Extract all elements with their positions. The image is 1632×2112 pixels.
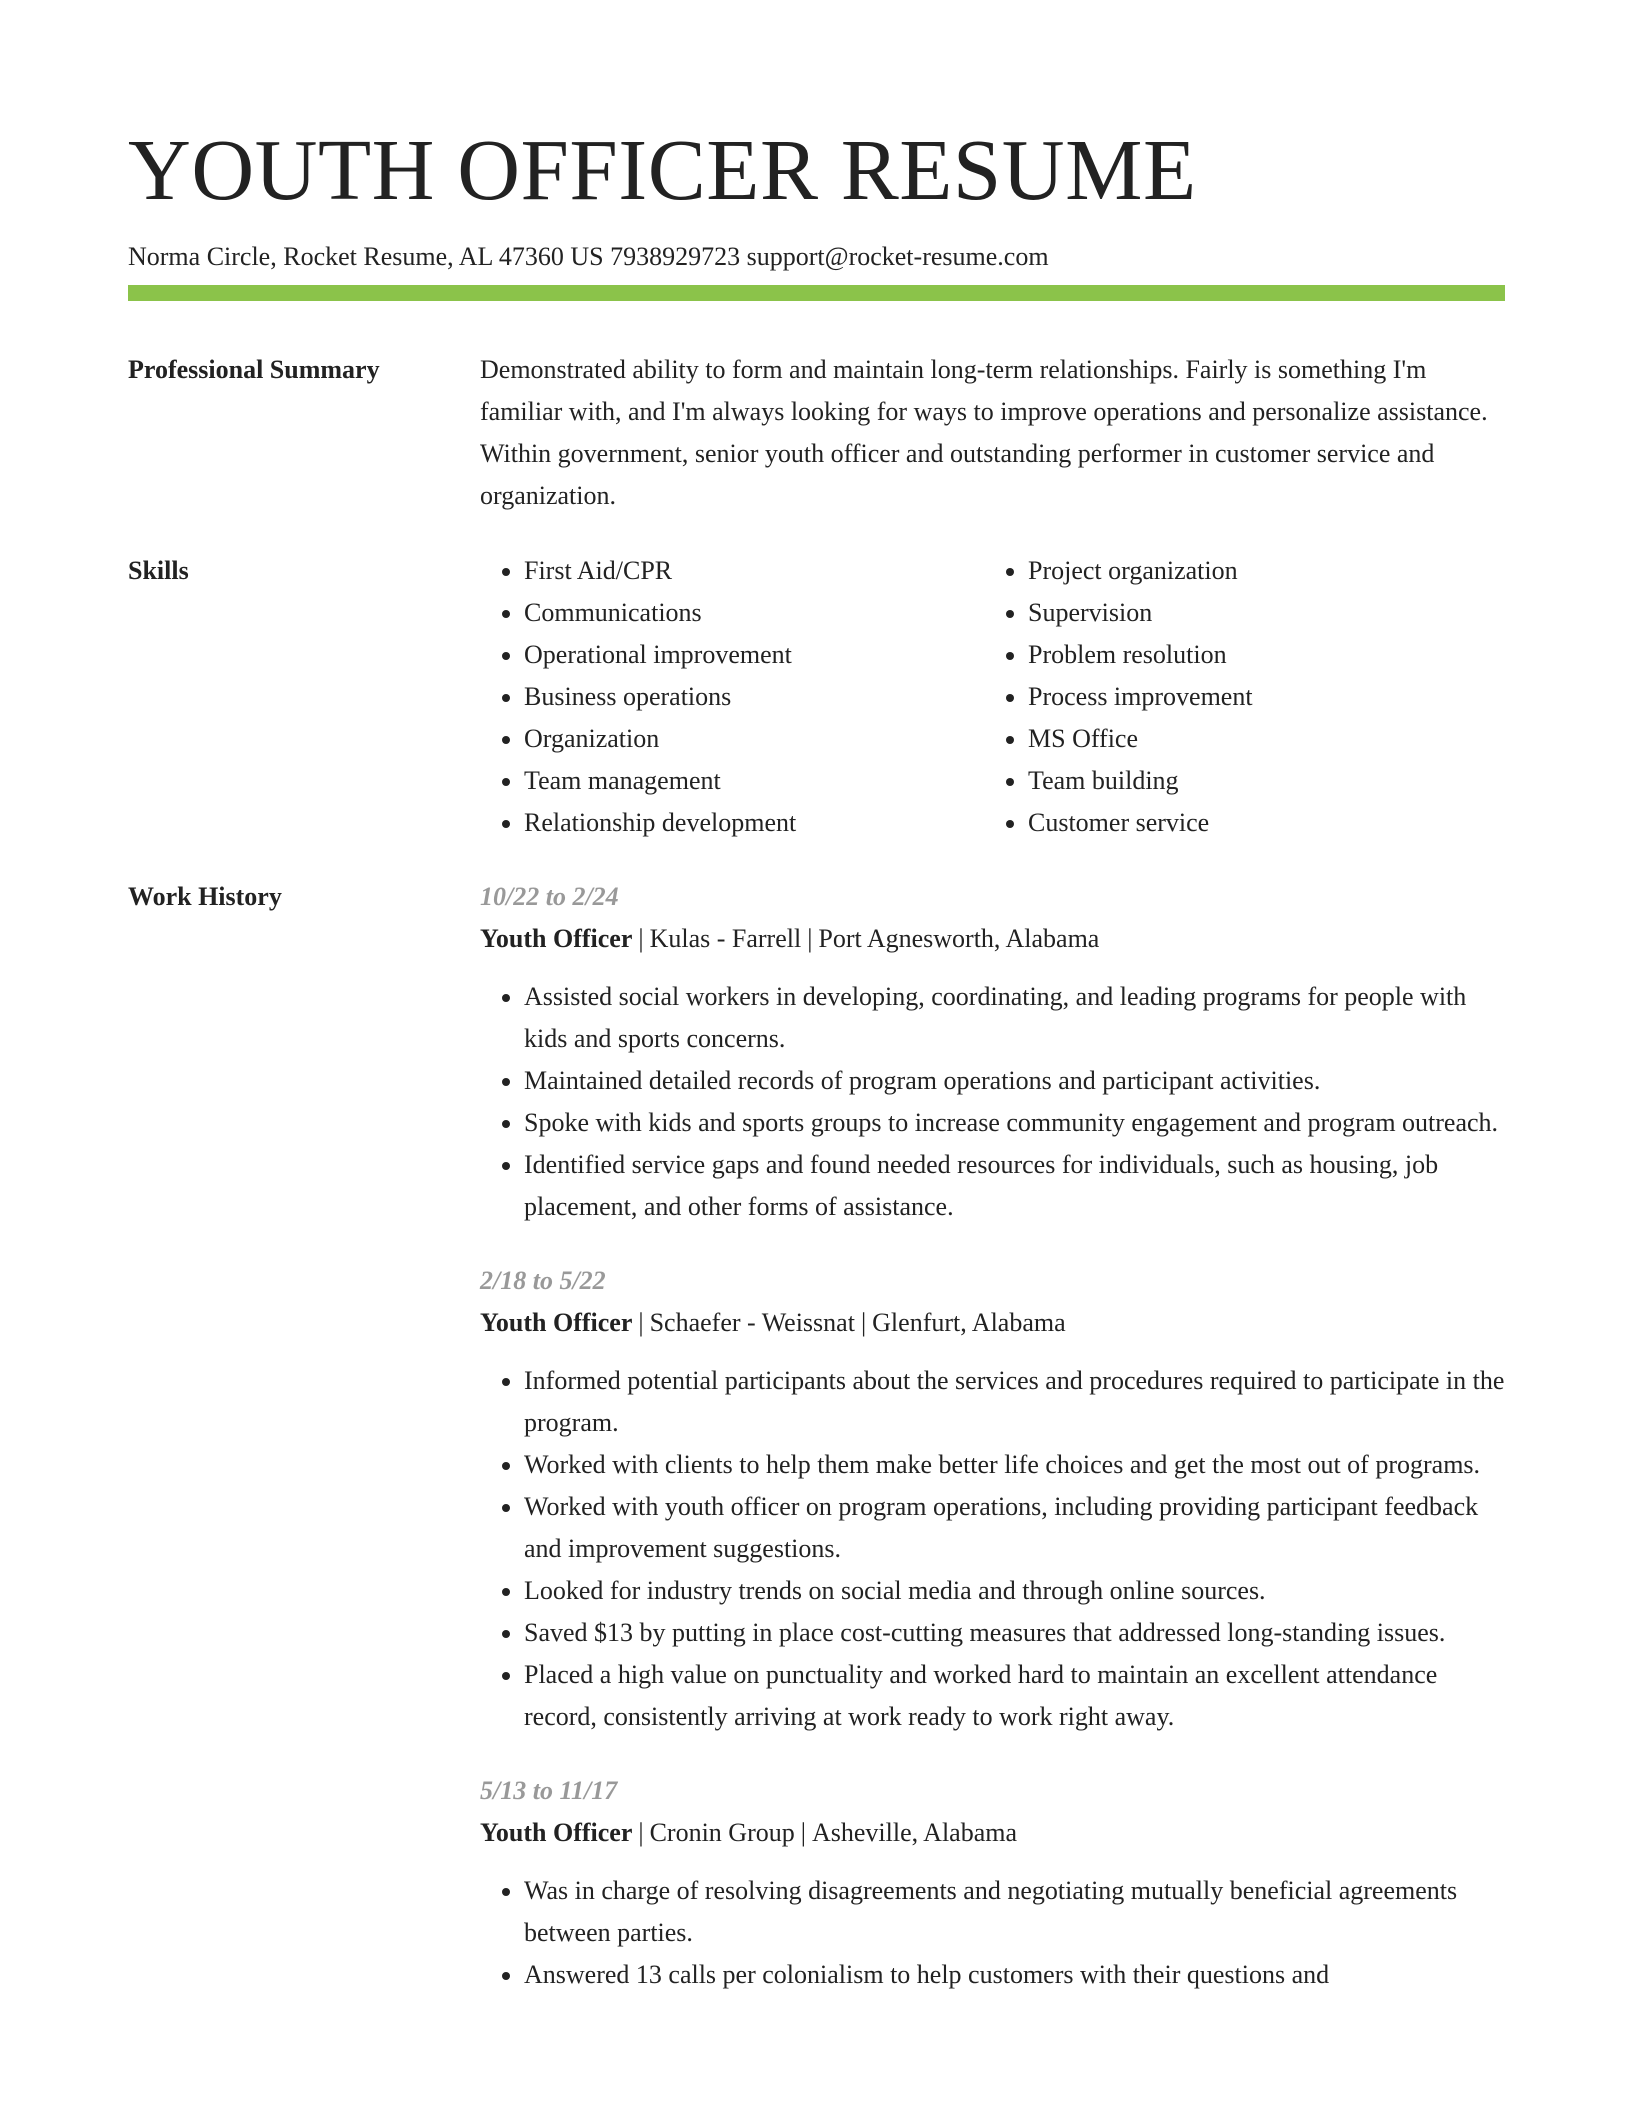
skills-list-right xyxy=(984,550,1488,844)
skills-list-left xyxy=(480,550,984,844)
job-separator: | xyxy=(860,1308,867,1337)
skill-item: • Relationship development xyxy=(524,802,984,844)
job-heading-line xyxy=(480,918,1505,960)
job-dates: 2/18 to 5/22 xyxy=(480,1266,606,1295)
summary-body xyxy=(480,349,1505,517)
skill-item: • Customer service xyxy=(1028,802,1488,844)
job-separator: | xyxy=(638,1818,644,1847)
job-bullet: • Assisted social workers in developing, coordinating, and leading programs for people with kids and sports concerns. xyxy=(524,976,1505,1060)
job-entry xyxy=(480,876,1505,1228)
skill-item: • First Aid/CPR xyxy=(524,550,984,592)
job-company: Schaefer - Weissnat xyxy=(649,1308,855,1337)
job-bullets xyxy=(480,1870,1505,1996)
skill-item: • Process improvement xyxy=(1028,676,1488,718)
accent-divider xyxy=(128,285,1505,301)
skill-item: • MS Office xyxy=(1028,718,1488,760)
skill-item: • Communications xyxy=(524,592,984,634)
job-separator: | xyxy=(638,924,644,953)
job-title: Youth Officer xyxy=(480,1308,633,1337)
job-bullet: • Maintained detailed records of program operations and participant activities. xyxy=(524,1060,1505,1102)
skills-body xyxy=(480,550,1505,844)
job-bullet: • Spoke with kids and sports groups to increase community engagement and program outreach. xyxy=(524,1102,1505,1144)
work-history-body xyxy=(480,876,1505,2028)
job-location: Glenfurt, Alabama xyxy=(872,1308,1066,1337)
job-dates: 5/13 to 11/17 xyxy=(480,1776,618,1805)
job-bullets xyxy=(480,976,1505,1228)
skill-item: • Business operations xyxy=(524,676,984,718)
skill-item: • Operational improvement xyxy=(524,634,984,676)
job-location: Asheville, Alabama xyxy=(811,1818,1018,1847)
skills-heading: Skills xyxy=(128,556,189,585)
job-bullet: • Informed potential participants about the services and procedures required to participate in the program. xyxy=(524,1360,1505,1444)
job-title: Youth Officer xyxy=(480,1818,633,1847)
skill-item: • Supervision xyxy=(1028,592,1488,634)
job-entry xyxy=(480,1260,1505,1738)
job-heading-line xyxy=(480,1812,1505,1854)
job-company: Kulas - Farrell xyxy=(649,924,802,953)
job-separator: | xyxy=(800,1818,806,1847)
summary-text: Demonstrated ability to form and maintain long-term relationships. Fairly is something I'm familiar with, and I'm always looking for ways to improve operations and personalize assistance. Within government, senior youth officer and outstanding performer in customer service and organization. xyxy=(480,355,1488,510)
job-bullet: • Saved $13 by putting in place cost-cutting measures that addressed long-standing issues. xyxy=(524,1612,1505,1654)
job-bullet: • Worked with youth officer on program operations, including providing participant feedback and improvement suggestions. xyxy=(524,1486,1505,1570)
job-entry xyxy=(480,1770,1505,1996)
job-bullet: • Identified service gaps and found needed resources for individuals, such as housing, job placement, and other forms of assistance. xyxy=(524,1144,1505,1228)
skill-item: • Team management xyxy=(524,760,984,802)
resume-header xyxy=(128,120,1505,274)
job-bullet: • Placed a high value on punctuality and worked hard to maintain an excellent attendance record, consistently arriving at work ready to work right away. xyxy=(524,1654,1505,1738)
skill-item: • Team building xyxy=(1028,760,1488,802)
job-location: Port Agnesworth, Alabama xyxy=(818,924,1100,953)
skill-item: • Organization xyxy=(524,718,984,760)
job-bullet: • Was in charge of resolving disagreements and negotiating mutually beneficial agreements between parties. xyxy=(524,1870,1505,1954)
work-history-heading: Work History xyxy=(128,882,282,911)
job-dates: 10/22 to 2/24 xyxy=(480,882,619,911)
skill-item: • Problem resolution xyxy=(1028,634,1488,676)
job-heading-line xyxy=(480,1302,1505,1344)
contact-line: Norma Circle, Rocket Resume, AL 47360 US 7938929723 support@rocket-resume.com xyxy=(128,242,1049,271)
job-bullet: • Worked with clients to help them make better life choices and get the most out of programs. xyxy=(524,1444,1505,1486)
job-company: Cronin Group xyxy=(649,1818,795,1847)
summary-heading: Professional Summary xyxy=(128,355,380,384)
job-separator: | xyxy=(638,1308,644,1337)
job-title: Youth Officer xyxy=(480,924,633,953)
skill-item: • Project organization xyxy=(1028,550,1488,592)
job-bullet: • Answered 13 calls per colonialism to help customers with their questions and xyxy=(524,1954,1505,1996)
page-title: YOUTH OFFICER RESUME xyxy=(128,121,1197,218)
job-separator: | xyxy=(807,924,813,953)
job-bullet: • Looked for industry trends on social media and through online sources. xyxy=(524,1570,1505,1612)
job-bullets xyxy=(480,1360,1505,1738)
